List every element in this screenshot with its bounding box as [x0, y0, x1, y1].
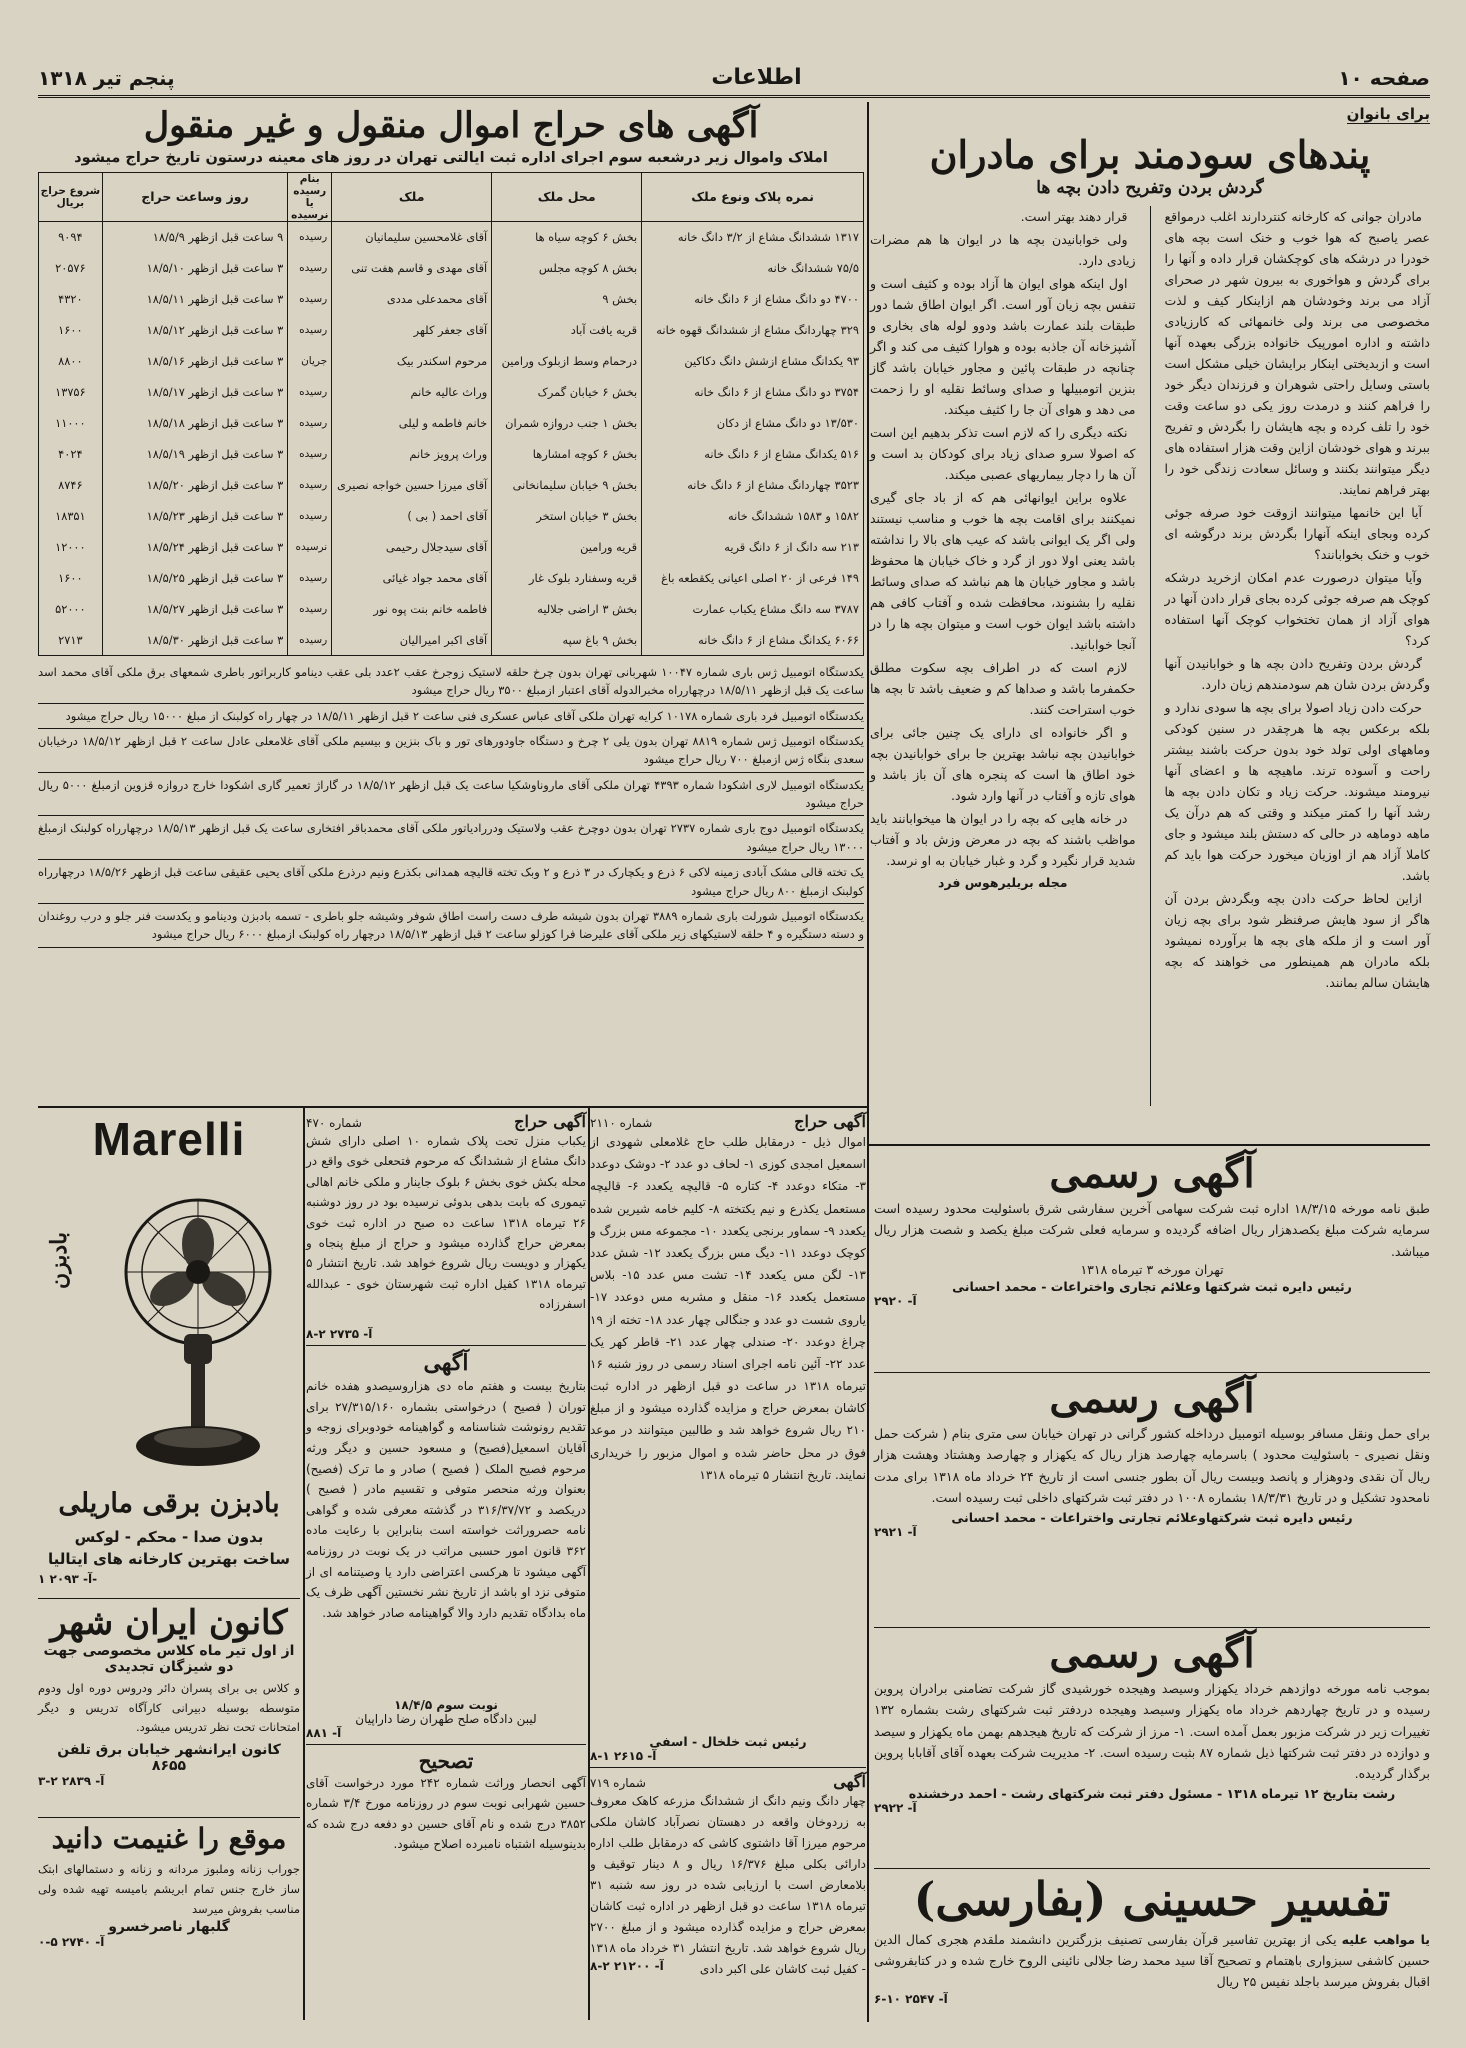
article-paragraph: لازم است که در اطراف بچه سکوت مطلق حکمفرما باشد و صداها کم و ضعیف باشد تا بچه ها خوب استراحت کنند.	[870, 659, 1136, 717]
article-paragraph: گردش بردن وتفریح دادن بچه ها و خوابانیدن آنها وگردش بردن شان هم سودمندهم زیان دارد.	[1164, 655, 1430, 692]
table-cell: ۶۰۶۶ یکدانگ مشاع از ۶ دانگ خانه	[642, 624, 864, 655]
opportunity-title: موقع را غنیمت دانید	[51, 1822, 287, 1855]
table-cell: ۳ ساعت قبل ازظهر ۱۸/۵/۱۶	[102, 345, 288, 376]
table-cell: آقای غلامحسین سلیمانیان	[332, 221, 492, 252]
table-cell: آقای اکبر امیرالیان	[332, 624, 492, 655]
table-cell: قریه یافت آباد	[492, 314, 642, 345]
ad-code: آ- ۲۷۳۵ ۲-۸	[306, 1327, 373, 1341]
table-cell: رسیده	[288, 252, 332, 283]
table-cell: ۱۳/۵۳۰ دو دانگ مشاع از دکان	[642, 407, 864, 438]
notice-title: آگهی رسمی	[1049, 1150, 1255, 1197]
table-cell: رسیده	[288, 407, 332, 438]
auction-table	[38, 172, 864, 656]
ad-number: شماره ۲۱۱۰	[590, 1116, 653, 1130]
column-rule	[303, 1108, 305, 2020]
table-cell: بخش ۶ کوچه سیاه ها	[492, 221, 642, 252]
table-cell: بخش ۳ خیابان استخر	[492, 500, 642, 531]
table-cell: ۸۷۴۶	[39, 469, 103, 500]
table-cell: نرسیده	[288, 531, 332, 562]
table-row	[39, 221, 864, 252]
correction-title: تصحیح	[418, 1749, 474, 1773]
ad-number: شماره ۴۷۰	[306, 1116, 362, 1130]
table-cell: فاطمه خانم بنت پوه نور	[332, 593, 492, 624]
table-cell: خانم فاطمه و لیلی	[332, 407, 492, 438]
article-paragraph: وآیا میتوان درصورت عدم امکان ازخرید درشکه کوچک هم صرفه جوئی کرده بجای قرار دادن آنها در هوای آزاد از همان تختخواب کوچک آنها استفاده کرد؟	[1164, 569, 1430, 648]
table-cell: ۳ ساعت قبل ازظهر ۱۸/۵/۱۱	[102, 283, 288, 314]
table-row	[39, 562, 864, 593]
article-title: پندهای سودمند برای مادران	[929, 132, 1371, 177]
correction-body: آگهی انحصار وراثت شماره ۲۴۲ مورد درخواست آقای حسین شهرابی نوبت سوم در روزنامه مورخ ۳/۴ شماره ۳۸۵۲ درج شده و نام آقای حسین دو دفعه درج شده که بدینوسیله اشتباه نامبرده اصلاح میشود.	[306, 1776, 587, 1852]
ad-2110	[590, 1112, 866, 1732]
auction-column-header: نمره پلاک ونوع ملک	[642, 172, 864, 221]
table-cell: بخش ۶ خیابان گمرک	[492, 376, 642, 407]
article-source: مجله بریلیرهوس فرد	[938, 874, 1068, 890]
official-notice-2	[874, 1375, 1430, 1625]
table-cell: ۳ ساعت قبل ازظهر ۱۸/۵/۱۲	[102, 314, 288, 345]
column-rule	[867, 102, 869, 2022]
marelli-side-text: بادبزن	[46, 1232, 72, 1290]
ad-code: آ- ۲۹۲۲	[874, 1801, 917, 1816]
auction-section	[38, 104, 864, 1104]
ad-number: شماره ۷۱۹	[590, 1776, 646, 1790]
table-cell: وراث عالیه خانم	[332, 376, 492, 407]
article-paragraph: حرکت دادن زیاد اصولا برای بچه ها سودی ندارد و بلکه برعکس بچه ها هرچقدر در سنین کودکی وماههای اولی تولد خود بدون حرکت باشند بیشتر راحت و آسوده ترند. ماهیچه ها و اعضای آنها نیرومند میشوند. حرکت زیاد و تکان دادن بچه ها رشد آنها را کمتر میکند و وقتی که هم درآن یک ماهه دوماهه در حالی که دستش بلند میشود و جای کاملا آزاد هم از اوزیان میخورد حرکت هوا باید کم باشد.	[1164, 699, 1430, 883]
ad-title: آگهی حراج	[514, 1112, 586, 1131]
table-row	[39, 500, 864, 531]
article-subtitle: گردش بردن وتفریح دادن بچه ها	[1036, 177, 1264, 198]
notice-body: طبق نامه مورخه ۱۸/۳/۱۵ اداره ثبت شرکت سهامی آخرین سفارشی شرق باسئولیت محدود رسیده است سرمایه شرکت مبلغ یکصدهزار ریال اضافه گردیده و سرمایه فعلی شرکت مبلغ یکصد و شصت هزار ریال میباشد.	[874, 1201, 1430, 1259]
table-row	[39, 438, 864, 469]
table-cell: ۲۰۵۷۶	[39, 252, 103, 283]
ad-code: آ- ۲۷۴۰ ۵-۰	[38, 1935, 105, 1950]
notice-signature: رشت بتاریخ ۱۲ تیرماه ۱۳۱۸ - مسئول دفتر ثبت شرکتهای رشت - احمد درخشنده	[908, 1786, 1396, 1802]
table-cell: رسیده	[288, 469, 332, 500]
table-cell: ۳ ساعت قبل ازظهر ۱۸/۵/۲۰	[102, 469, 288, 500]
table-cell: رسیده	[288, 376, 332, 407]
table-cell: ۳ ساعت قبل ازظهر ۱۸/۵/۳۰	[102, 624, 288, 655]
auction-note: یکدستگاه اتومبیل شورلت باری شماره ۳۸۸۹ تهران بدون شیشه طرف دست راست اطاق شوفر وشیشه جلو باطری - تسمه بادبزن ودینامو و یکدست فنر جلو و درب روغندان و دسته دستگیره و ۴ حلقه لاستیکهای زیر ملکی آقای علیرضا فرا کوزلو ساعت ۲ قبل ازظهر ۱۸/۵/۱۳ درچهار راه کولبنک ازمبلغ ۶۰۰۰ ریال حراج میشود	[38, 904, 864, 948]
article-paragraph: ازاین لحاظ حرکت دادن بچه وبگردش بردن آن هاگر از سود هایش صرفنظر شود برای بچه زیان آور است و از ملکه های بچه ها برآورده نمیشود بلکه مادران هم همینطور می خواهند که بچه هایشان سالم بمانند.	[1164, 890, 1430, 990]
table-cell: ۷۵/۵ ششدانگ خانه	[642, 252, 864, 283]
article-paragraph: مادران جوانی که کارخانه کنتردارند اغلب درمواقع عصر یاصبح که هوا خوب و خنک است بچه های خودرا در درشکه های کوچکشان قرار داده و آنها را برای گردش و هواخوری به بیرون شهر در صحرای آزاد می برند وخودشان هم ازاینکار کیف و لذت مخصوصی می برند ولی خانمهائی که کارزیادی داشته و اداره امورپیک خانواده بزرگی بعهده آنها است و ازبدیختی اینکار برایشان خیلی مشکل است باستی وسایل راحتی شوهران و فرزندان دیگر خود را فراهم کنند و درمدت روز یکی دو ساعت وقت خود را تلف کرده و بچه هایشان را بگردش و تفریح ببرند و هوای خودشان ازاین وقت هزار استفاده های دیگر میتوانند بکنند و وسائل سعادت زندگی خود را بهتر فراهم نمایند.	[1164, 208, 1430, 497]
ad-title: آگهی	[833, 1772, 866, 1791]
ad-code: آ- ۲۸۳۹ ۲-۳	[38, 1773, 105, 1788]
auction-column-header: محل ملک	[492, 172, 642, 221]
table-cell: ۴۰۲۴	[39, 438, 103, 469]
column-commercial	[38, 1112, 300, 2017]
marelli-brand: Marelli	[92, 1113, 246, 1165]
official-notice-1	[874, 1150, 1430, 1370]
table-cell: بخش ۶ کوچه امشارها	[492, 438, 642, 469]
article-paragraph: نکته دیگری را که لازم است تذکر بدهیم این است که اصولا سرو صدای زیاد برای کودکان بد است و آن ها را دچار بیماریهای عصبی میکند.	[870, 424, 1136, 482]
ad-signature: رئیس ثبت خلخال - اسفی	[649, 1734, 807, 1749]
table-cell: بخش ۹ باغ سپه	[492, 624, 642, 655]
table-cell: ۱۳۱۷ ششدانگ مشاع از ۳/۲ دانگ خانه	[642, 221, 864, 252]
table-cell: ۴۷۰۰ دو دانگ مشاع از ۶ دانگ خانه	[642, 283, 864, 314]
column-notices	[306, 1112, 586, 2017]
auction-subtitle: املاک واموال زیر درشعبه سوم اجرای اداره ثبت ایالتی تهران در روز های معینه درستون تاریخ حراج میشود	[74, 149, 828, 166]
table-cell: ۴۳۲۰	[39, 283, 103, 314]
table-cell: ۹۳ یکدانگ مشاع ازشش دانگ دکاکین	[642, 345, 864, 376]
ad-code: آ- ۲۰۹۳ ۱-	[38, 1572, 98, 1586]
notice-title: آگهی رسمی	[1049, 1630, 1255, 1677]
table-cell: ۳ ساعت قبل ازظهر ۱۸/۵/۱۰	[102, 252, 288, 283]
table-cell: ۱۳۷۵۶	[39, 376, 103, 407]
page-number: صفحه ۱۰	[1338, 65, 1430, 90]
ad-body: چهار دانگ ونیم دانگ از ششدانگ مزرعه کاهک معروف به زردوخان واقعه در دهستان نصرآباد کاشان ملکی مرحوم میرزا آقا داشتوی کاشی که درمقابل طلب اداره دارائی بکلی مبلغ ۱۶/۳۷۶ ریال و ۸ دینار توقیف و بلامعارض است با ارزیابی شده در روز سه شنبه ۳۱ تیرماه ۱۳۱۸ ساعت دو قبل ازظهر در اداره ثبت کاشان بمعرض حراج و مزایده گذارده میشود و از مبلغ ۲۷۰۰ ریال شروع خواهد شد. تاریخ انتشار ۳۱ خرداد ماه ۱۳۱۸ - کفیل ثبت کاشان علی اکبر دادی	[590, 1794, 867, 1976]
ad-body: یکباب منزل تحت پلاک شماره ۱۰ اصلی دارای شش دانگ مشاع از ششدانگ که مرحوم فتحعلی خوی واقع در محله بکش خوی بخش ۶ بلوک جاینار و ملکی خانم اهالی تیموری که بابت بدهی بدوئی نرسیده بود در روز دوشنبه ۲۶ تیرماه ۱۳۱۸ ساعت ده صبح در اداره ثبت خوی بمعرض حراج گذارده میشود و حراج از مبلغ پنجاه و یکهزار و دویست ریال شروع خواهد شد. تاریخ انتشار ۵ تیرماه ۱۳۱۸ کفیل اداره ثبت شهرستان خوی - عبدالله اسفرزاده	[306, 1134, 587, 1312]
women-article	[870, 104, 1430, 1140]
newspaper-page	[38, 60, 1430, 2020]
opportunity-signature: گلبهار ناصرخسرو	[108, 1919, 230, 1936]
table-cell: ۳۲۹ چهاردانگ مشاع از ششدانگ قهوه خانه	[642, 314, 864, 345]
table-cell: درحمام وسط ازبلوک ورامین	[492, 345, 642, 376]
correction	[306, 1749, 586, 1855]
iranshahr-title: کانون ایران شهر	[50, 1603, 288, 1643]
table-row	[39, 252, 864, 283]
notice-body: برای حمل ونقل مسافر بوسیله اتومبیل درداخله کشور گرانی در تهران خیابان سی متری بنام ( شرکت حمل ونقل نصیری - باسئولیت محدود ) باسرمایه چهارصد هزار ریال که یکهزار و چهارصد وهشتاد وهشت هزار ریال آن نقدی ودوهزار و پانصد وبیست ریال آن بطور جنسی است از تاریخ ۲۴ خرداد ماه ۱۳۱۸ برای مدت نامحدود تشکیل و در تاریخ ۱۸/۳/۳۱ بشماره ۱۰۰۸ در دفتر ثبت شرکتهای داخلی ثبت رسیده است.	[874, 1426, 1431, 1505]
table-cell: ۳ ساعت قبل ازظهر ۱۸/۵/۲۳	[102, 500, 288, 531]
notice-title: آگهی رسمی	[1049, 1375, 1255, 1422]
table-cell: ۵۲۰۰۰	[39, 593, 103, 624]
iranshahr-ad	[38, 1603, 300, 1813]
notice-inheritance	[306, 1350, 586, 1740]
table-cell: رسیده	[288, 221, 332, 252]
table-cell: آقای محمد جواد غیائی	[332, 562, 492, 593]
table-row	[39, 593, 864, 624]
table-cell: ۱۵۸۲ و ۱۵۸۳ ششدانگ خانه	[642, 500, 864, 531]
table-cell: ۱۴۹ فرعی از ۲۰ اصلی اعیانی یکقطعه باغ	[642, 562, 864, 593]
auction-note: یک تخته قالی مشک آبادی زمینه لاکی ۶ ذرع و یکچارک در ۳ ذرع و ۲ وبک تخته قالیچه همدانی بکذرع ونیم درذرع ملکی آقای یحیی عقیقی ساعت قبل ازظهر ۱۸/۵/۲۶ درچهارراه کولبنک ازمبلغ ۸۰۰ ریال حراج میشود	[38, 860, 864, 904]
ad-date: نوبت سوم ۱۸/۴/۵	[394, 1698, 498, 1712]
official-notice-3	[874, 1630, 1430, 1866]
table-cell: آقای سیدجلال رحیمی	[332, 531, 492, 562]
ad-code: آ- ۲۹۲۱	[874, 1525, 917, 1539]
table-row	[39, 314, 864, 345]
table-cell: ۹۰۹۴	[39, 221, 103, 252]
article-column-right	[1164, 206, 1430, 1106]
table-row	[39, 469, 864, 500]
auction-note: یکدستگاه اتومبیل فرد باری شماره ۱۰۱۷۸ کرایه تهران ملکی آقای عباس عسکری فنی ساعت ۲ قبل ازظهر ۱۸/۵/۱۱ در چهار راه کولبنک از مبلغ ۱۵۰۰۰ ریال حراج میشود	[38, 704, 864, 729]
tafsir-subtitle: یا مواهب علیه	[1341, 1931, 1430, 1947]
ad-signature: لیبن دادگاه صلح طهران رضا داراپیان	[355, 1712, 537, 1726]
table-cell: ۱۲۰۰۰	[39, 531, 103, 562]
table-cell: مرحوم اسکندر بیک	[332, 345, 492, 376]
auction-note: یکدستگاه اتومبیل ژس شماره ۸۸۱۹ تهران بدون یلی ۲ چرخ و دستگاه جاودورهای تور و باک بنزین و بیسیم ملکی آقای غلامعلی عادل ساعت ۲ قبل ازظهر ۱۸/۵/۱۲ درخیابان سعدی بنگاه ژس ازمبلغ ۷۰۰ ریال حراج میشود	[38, 729, 864, 773]
marelli-headline: بادبزن برقی ماریلی	[58, 1488, 280, 1519]
column-auction-ads	[590, 1112, 866, 2017]
iranshahr-body: و کلاس بی برای پسران دائر ودروس دوره اول ودوم متوسطه بوسیله دبیرانی کارآگاه تدریس و دیگر امتحانات تحت نظر تدریس میشود.	[38, 1681, 300, 1735]
ad-code: آ- ۲۵۴۷ ۱۰-۶	[874, 1992, 948, 2007]
article-paragraph: علاوه براین ایوانهائی هم که از باد جای گیری نمیکنند برای اقامت بچه ها خوب و مناسب نیستند ولی اگر یک ایوانی باشد که عیب های بالا را نداشته باشد یعنی اولا دور از گرد و خاک خیابان ها محفوظ باشد و مجاور خیابان ها هم نباشد که صدای وسائط نقلیه را بشنوند، محافظت شده و آفتاب کافی هم داشته باشد ایوان خوب است و میتوان بچه ها را در آنجا خوابانید.	[870, 489, 1136, 652]
iranshahr-intro: از اول تیر ماه کلاس مخصوصی جهت دو شیزگان تجدیدی	[43, 1643, 295, 1675]
table-cell: ۳۷۵۴ دو دانگ مشاع از ۶ دانگ خانه	[642, 376, 864, 407]
table-cell: ۱۸۳۵۱	[39, 500, 103, 531]
table-cell: آقای احمد ( بی )	[332, 500, 492, 531]
article-paragraph: و اگر خانواده ای دارای یک چنین جائی برای خوابانیدن بچه نباشد بهترین جا برای خوابانیدن بچه خود اطاق ها است که پنجره های آن باز باشد و هوای تازه و آفتاب در آنها وارد شود.	[870, 724, 1136, 803]
table-cell: رسیده	[288, 438, 332, 469]
opportunity-body: جوراب زنانه وملبوز مردانه و زنانه و دستمالهای ابتک ساز خارج جنس تمام ابریشم بامیسه تهیه شده ولی مناسب بفروش میرسد	[38, 1862, 300, 1917]
auction-column-header: ملک	[332, 172, 492, 221]
marelli-features: بدون صدا - محکم - لوکس	[74, 1528, 264, 1546]
iranshahr-address: کانون ایرانشهر خیابان برق تلفن ۸۶۵۵	[57, 1741, 281, 1774]
article-paragraph: اول اینکه هوای ایوان ها آزاد بوده و کثیف است و تنفس بچه زیان آور است. اگر ایوان اطاق شما دور طبقات بلند عمارت باشد ودوو لوله های بخاری و آشپزخانه آن جاذبه بوده و هوارا کثیف می کند و اگر چنانچه در طبقات پائین و مجاور خیابان باشد گاز بنزین اتومبیلها و صدای وسائط نقلیه او را زحمت می دهد و هوای آن جا را کثیف میکند.	[870, 275, 1136, 417]
table-cell: ۳ ساعت قبل ازظهر ۱۸/۵/۱۹	[102, 438, 288, 469]
article-paragraph: در خانه هایی که بچه را در ایوان ها میخوابانند باید مواظب باشند که بچه در معرض وزش باد و آفتاب شدید قرار نگیرد و گرد و غبار خیابان به او نرسد.	[870, 810, 1136, 868]
table-row	[39, 345, 864, 376]
table-cell: آقای مهدی و قاسم هفت تنی	[332, 252, 492, 283]
table-cell: بخش ۳ اراضی جلالیه	[492, 593, 642, 624]
auction-note: یکدستگاه اتومبیل ژس باری شماره ۱۰۰۴۷ شهربانی تهران بدون چرخ حلقه لاستیک زوجرخ عقب ۲عدد بلی عقب دینامو کاربراتور باطری شمعهای برق ملکی آقای محمد اسد ساعت یک قبل ازظهر ۱۸/۵/۱۱ درچهارراه مخبرالدوله آقای اعتبار ازمبلغ ۳۵۰۰ ریال حراج میشود	[38, 660, 864, 704]
table-cell: ۵۱۶ یکدانگ مشاع از ۶ دانگ خانه	[642, 438, 864, 469]
article-paragraph: ولی خوابانیدن بچه ها در ایوان ها هم مضرات زیادی دارد.	[870, 231, 1136, 268]
table-cell: ۱۱۰۰۰	[39, 407, 103, 438]
auction-column-header: روز وساعت حراج	[102, 172, 288, 221]
table-cell: آقای جعفر کلهر	[332, 314, 492, 345]
masthead	[38, 60, 1430, 98]
auction-column-header: شروع حراج بریال	[39, 172, 103, 221]
table-cell: بخش ۸ کوچه مجلس	[492, 252, 642, 283]
table-cell: ۱۶۰۰	[39, 562, 103, 593]
auction-table-header	[39, 172, 864, 221]
opportunity-ad	[38, 1822, 300, 1949]
table-cell: آقای میرزا حسین خواجه نصیری	[332, 469, 492, 500]
table-cell: بخش ۱ جنب دروازه شمران	[492, 407, 642, 438]
article-paragraph: آیا این خانمها میتوانند ازوقت خود صرفه جوئی کرده وبجای اینکه آنهارا بگردش برند درگوشه ای خوب و خنک بخوابانند؟	[1164, 504, 1430, 562]
table-cell: ۳۵۲۳ چهاردانگ مشاع از ۶ دانگ خانه	[642, 469, 864, 500]
official-notices	[874, 1150, 1430, 2018]
table-cell: ۳ ساعت قبل ازظهر ۱۸/۵/۱۷	[102, 376, 288, 407]
table-cell: ۳ ساعت قبل ازظهر ۱۸/۵/۲۴	[102, 531, 288, 562]
table-cell: قریه وسفنارد بلوک غار	[492, 562, 642, 593]
table-cell: آقای محمدعلی مددی	[332, 283, 492, 314]
newspaper-name: اطلاعات	[711, 65, 802, 90]
article-column-left	[870, 206, 1136, 871]
auction-note: یکدستگاه اتومبیل لاری اشکودا شماره ۴۳۹۳ تهران ملکی آقای ماروناوشکیا ساعت یک قبل ازظهر ۱۸/۵/۱۲ در گاراژ تعمیر گاری اشکودا خارج دروازه قزوین ازمبلغ ۵۰۰۰ ریال حراج میشود	[38, 773, 864, 817]
notice-body: بموجب نامه مورخه دوازدهم خرداد یکهزار وسیصد وهیجده خورشیدی گاز شرکت تضامنی برادران پروین رسیده و در تاریخ چهاردهم خرداد ماه یکهزار وسیصد وهیجده دردفتر ثبت شرکتهای رشت بشماره ۱۳۲ تغییرات زیر در شرکت مزبور بعمل آمده است. ۱- مرز از شرکت که تاریخ هیجدهم بهمن ماه یکهزار و سیصد و دوازده در دفتر ثبت شرکتها ذیل شماره ۸۷ بثبت رسیده است. ۲- مدیریت شرکت بعهده آقای آقابابا پروین برگذار گردیده.	[874, 1681, 1430, 1781]
table-cell: جریان	[288, 345, 332, 376]
section-rule	[38, 1106, 867, 1108]
notice-signature: رئیس دایره ثبت شرکتهاوعلائم تجارتی واختراعات - محمد احسانی	[951, 1510, 1353, 1525]
ad-body: بتاریخ بیست و هفتم ماه دی هزاروسیصدو هفده خانم توران ( فصیح ) درخواستی بشماره ۲۷/۳۱۵/۱۶۰ برای تقدیم رونوشت شناسنامه و گواهینامه خودوبرای زوجه و آقایان اسمعیل(فصیح) و مسعود حسین و دیگر ورثه مرحوم فصیح الملک ( فصیح ) صادر و ما ترک (فصیح) بعنوان ورثه منحصر متوفی و تقسیم مادر ( فصیح ) دریکصد و ۳۱۶/۳۷/۷۲ در گذشته معرفی شده و گواهی نامه حصروراثت خواسته است بنابراین با رعایت ماده ۳۶۲ قانون امور حسبی مراتب در یک نوبت در روزنامه آگهی میشود تا هرکسی اعتراضی دارد یا وصیتنامه ای از متوفی نزد او باشد از تاریخ نشر نخستین آگهی ظرف یک ماه بدادگاه تقدیم دارد والا گواهینامه صادر خواهد شد.	[306, 1379, 587, 1620]
table-cell: ۳ ساعت قبل ازظهر ۱۸/۵/۱۸	[102, 407, 288, 438]
ad-code: آ- ۲۹۲۰	[874, 1293, 917, 1308]
table-cell: رسیده	[288, 624, 332, 655]
article-paragraph: قرار دهند بهتر است.	[1020, 208, 1128, 224]
table-cell: رسیده	[288, 593, 332, 624]
table-cell: ۹ ساعت قبل ازظهر ۱۸/۵/۹	[102, 221, 288, 252]
table-row	[39, 531, 864, 562]
auction-note: یکدستگاه اتومبیل دوج باری شماره ۲۷۳۷ تهران بدون دوچرخ عقب ولاستیک ودررادیاتور ملکی آقای محمدباقر افتخاری ساعت یک قبل ازظهر ۱۸/۵/۱۳ درچهارراه کولبنک ازمبلغ ۱۳۰۰۰ ریال حراج میشود	[38, 816, 864, 860]
marelli-made-in: ساخت بهترین کارخانه های ایتالیا	[48, 1550, 290, 1568]
auction-title: آگهی های حراج اموال منقول و غیر منقول	[143, 105, 759, 146]
notice-date: تهران مورخه ۳ تیرماه ۱۳۱۸	[1080, 1261, 1224, 1277]
table-cell: رسیده	[288, 283, 332, 314]
table-cell: رسیده	[288, 314, 332, 345]
marelli-ad	[38, 1112, 300, 1594]
table-cell: ۳ ساعت قبل ازظهر ۱۸/۵/۲۵	[102, 562, 288, 593]
section-label: برای بانوان	[1346, 105, 1430, 123]
table-row	[39, 407, 864, 438]
ad-code: آ- ۲۶۱۵ ۱-۸	[590, 1749, 657, 1763]
auction-notes	[38, 660, 864, 948]
tafsir-ad	[874, 1871, 1430, 2006]
table-cell: رسیده	[288, 500, 332, 531]
table-row	[39, 376, 864, 407]
notice-signature: رئیس دایره ثبت شرکتها وعلائم تجاری واختراعات - محمد احسانی	[952, 1278, 1352, 1294]
table-cell: ۸۸۰۰	[39, 345, 103, 376]
ad-719	[590, 1772, 867, 1976]
ad-body: اموال ذیل - درمقابل طلب حاج غلامعلی شهودی از اسمعیل امجدی کوزی ۱- لحاف دو عدد ۲- دوشک دوعدد ۳- متکاء دوعدد ۴- کتاره ۵- قالیچه یکعدد ۶- قالیچه مستعمل یکذرع و نیم یکتخته ۸- کلیم خامه شیرین شده یکعدد ۹- سماور برنجی یکعدد ۱۰- مجموعه مس بزرگ و کوچک دوعدد ۱۱- دیگ مس بزرگ یکعدد ۱۲- شش عدد ۱۳- لگن مس یکعدد ۱۴- تشت مس عدد ۱۵- بلاس مستعمل یکعدد ۱۶- منقل و مشربه مس دوعدد ۱۷- یاروی شست دو عدد و جنگالی چهار عدد ۱۸- تخته از ۱۹ چراغ دوعدد ۲۰- صندلی چهار عدد ۲۱- قاطر کهر یک عدد ۲۲- آئین نامه اجرای اسناد رسمی در روز شنبه ۱۶ تیرماه ۱۳۱۸ در ساعت دو قبل ازظهر در اداره ثبت کاشان بمعرض حراج و مزایده گذارده میشود و از مبلغ ۲۱۰ ریال شروع خواهد شد و طالبین میتوانند در موعد فوق در محل حاضر شده و اموال مزبور را خریداری نمایند. تاریخ انتشار ۵ تیرماه ۱۳۱۸	[590, 1135, 867, 1482]
electric-fan-icon	[88, 1184, 288, 1484]
table-row	[39, 624, 864, 655]
table-cell: ۳۷۸۷ سه دانگ مشاع یکباب عمارت	[642, 593, 864, 624]
ad-470	[306, 1112, 586, 1341]
table-cell: وراث پرویز خانم	[332, 438, 492, 469]
table-cell: بخش ۹	[492, 283, 642, 314]
tafsir-body: یکی از بهترین تفاسیر قرآن بفارسی تصنیف بزرگترین دانشمند ملقدم هجری کمال الدین حسین کاشفی سبزواری باهتمام و تصحیح آقا سید محمد رضا جلالی نائینی الروح خارج شده و در کتابفروشی اقبال بفروش میرسد باجلد نفیس ۲۵ ریال	[874, 1931, 1430, 1989]
ad-code: آ- ۲۱۲۰۰ ۲-۸	[590, 1959, 664, 1973]
table-cell: رسیده	[288, 562, 332, 593]
ad-title: آگهی	[423, 1350, 469, 1376]
auction-column-header: بنام رسیده یا نرسیده	[288, 172, 332, 221]
issue-date: پنجم تیر ۱۳۱۸	[38, 65, 175, 90]
table-cell: ۲۷۱۳	[39, 624, 103, 655]
ad-code: آ- ۸۸۱	[306, 1726, 342, 1740]
table-cell: بخش ۹ خیابان سلیمانخانی	[492, 469, 642, 500]
ad-title: آگهی حراج	[794, 1112, 866, 1131]
table-cell: ۲۱۳ سه دانگ از ۶ دانگ قریه	[642, 531, 864, 562]
tafsir-title: تفسیر حسینی (بفارسی)	[913, 1872, 1391, 1926]
table-row	[39, 283, 864, 314]
table-cell: ۳ ساعت قبل ازظهر ۱۸/۵/۲۷	[102, 593, 288, 624]
table-cell: ۱۶۰۰	[39, 314, 103, 345]
table-cell: قریه ورامین	[492, 531, 642, 562]
section-rule	[869, 1144, 1430, 1146]
